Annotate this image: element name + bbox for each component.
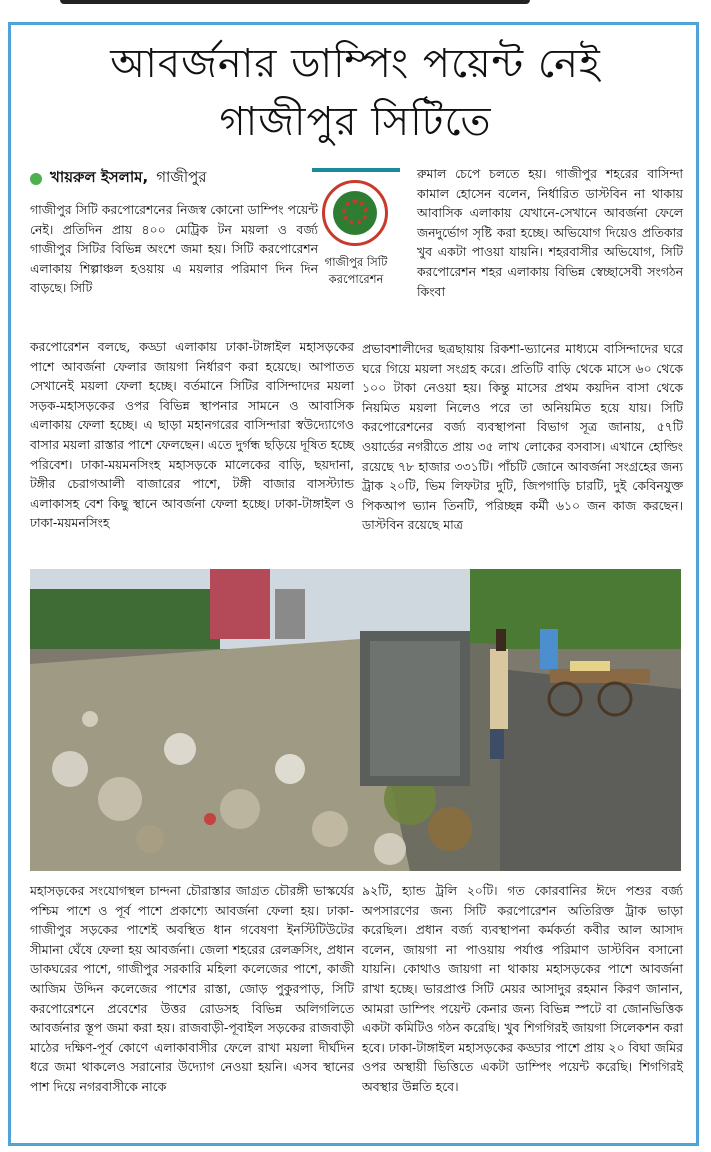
body-column-4 — [362, 881, 683, 1097]
headline-line-2: গাজীপুর সিটিতে — [219, 99, 492, 145]
logo-caption: গাজীপুর সিটি করপোরেশন — [324, 255, 388, 286]
garbage-dump-photo — [30, 569, 681, 871]
logo-rule — [312, 168, 400, 172]
top-rule — [60, 0, 530, 4]
paragraph: ৯২টি, হ্যান্ড ট্রলি ২০টি। গত কোরবানির ঈদে পশুর বর্জ্য অপসারণের জন্য সিটি করপোরেশন অতিরিক্ত ট্রাক ভাড়া করেছিল। প্রধান বর্জ্য ব্যবস্থাপনা কর্মকর্তা কবীর আল আসাদ বলেন, জায়গা না পাওয়ায় পর্যাপ্ত পরিমাণ ডাস্টবিন বসানো যায়নি। কোথাও জায়গা না থাকায় মহাসড়কের পাশে আবর্জনা রাখা হচ্ছে। ভারপ্রাপ্ত সিটি মেয়র আসাদুর রহমান কিরণ জানান, আমরা ডাম্পিং পয়েন্ট কেনার জন্য বিভিন্ন স্পটে বা জোনভিত্তিক একটা কমিটিও গঠন করেছি। খুব শিগগিরই জায়গা সিলেকশন করা হবে। ঢাকা-টাঙ্গাইল মহাসড়কের কড্ডার পাশে প্রায় ২০ বিঘা জমির ওপর অস্থায়ী ভিত্তিতে একটা ডাম্পিং পয়েন্ট করেছি। শিগগিরই অবস্থার উন্নতি হবে। — [362, 883, 683, 1094]
bullet-dot-icon — [30, 173, 42, 185]
body-column-1-top — [30, 200, 318, 298]
city-corporation-logo-icon — [322, 180, 388, 246]
byline-place: গাজীপুর — [156, 168, 207, 186]
paragraph: করপোরেশন বলছে, কড্ডা এলাকায় ঢাকা-টাঙ্গাইল মহাসড়কের পাশে আবর্জনা ফেলার জায়গা নির্ধারণ করা হয়েছে। আপাতত সেখানেই ময়লা ফেলা হচ্ছে। বর্তমানে সিটির বাসিন্দাদের ময়লা সড়ক-মহাসড়কের ওপর বিভিন্ন স্থাপনার সামনে ও আবাসিক এলাকায় ফেলা হচ্ছে। এ ছাড়া মহানগরের বাসিন্দারা স্বউদ্যোগেও বাসার ময়লা রাস্তার পাশে ফেলছেন। এতে দুর্গন্ধ ছড়িয়ে দূষিত হচ্ছে পরিবেশ। ঢাকা-ময়মনসিংহ মহাসড়কে মালেকের বাড়ি, ছয়দানা, টঙ্গীর চেরাগআলী বাজারের পাশে, টঙ্গী বাজার বাসস্ট্যান্ড এলাকাসহ বেশ কিছু স্থানে আবর্জনা ফেলা হচ্ছে। ঢাকা-টাঙ্গাইল ও ঢাকা-ময়মনসিংহ — [30, 339, 354, 531]
paragraph: মহাসড়কের সংযোগস্থল চান্দনা চৌরাস্তার জাগ্রত চৌরঙ্গী ভাস্কর্যের পশ্চিম পাশে ও পূর্ব পাশে প্রকাশ্যে আবর্জনা ফেলা হয়। ঢাকা-গাজীপুর সড়কের পাশেই অবস্থিত ধান গবেষণা ইনস্টিটিউটের সীমানা ঘেঁষে ফেলা হয় আবর্জনা। জেলা শহরের রেলক্রসিং, প্রধান ডাকঘরের পাশে, গাজীপুর সরকারি মহিলা কলেজের পাশে, কাজী আজিম উদ্দিন কলেজের পাশের রাস্তা, জোড় পুকুরপাড়, সিটি করপোরেশনে প্রবেশের উত্তর রোডসহ বিভিন্ন অলিগলিতে আবর্জনার স্তূপ জমা করা হয়। রাজবাড়ী-পূবাইল সড়কের রাজবাড়ী মাঠের দক্ষিণ-পূর্ব কোণে এলাকাবাসীর ফেলে রাখা ময়লা দীর্ঘদিন ধরে জমা থাকলেও সরানোর উদ্যোগ নেওয়া হয়নি। এসব স্থানের পাশ দিয়ে নগরবাসীকে নাকে — [30, 883, 354, 1094]
body-column-2-bottom — [362, 339, 683, 535]
paragraph: প্রভাবশালীদের ছত্রছায়ায় রিকশা-ভ্যানের মাধ্যমে বাসিন্দাদের ঘরে ঘরে গিয়ে ময়লা সংগ্রহ করে। প্রতিটি বাড়ি থেকে মাসে ৬০ থেকে ১০০ টাকা নেওয়া হয়। কিন্তু মাসের প্রথম কয়দিন বাসা থেকে নিয়মিত ময়লা নিলেও পরে তা অনিয়মিত হয়ে যায়। সিটি করপোরেশনের বর্জ্য ব্যবস্থাপনা বিভাগ সূত্র জানায়, ৫৭টি ওয়ার্ডের নগরীতে প্রায় ৩৫ লাখ লোকের বসবাস। এখানে হোল্ডিং রয়েছে ৭৮ হাজার ৩৩১টি। পাঁচটি জোনে আবর্জনা সংগ্রহের জন্য ট্রাক ২০টি, ভিম লিফটার দুটি, জিপগাড়ি চারটি, দুই কেবিনযুক্ত পিকআপ ভ্যান তিনটি, পরিচ্ছন্ন কর্মী ৬১০ জন কাজ করছেন। ডাস্টবিন রয়েছে মাত্র — [362, 341, 683, 533]
body-column-1-bottom — [30, 337, 354, 533]
body-column-2-top — [417, 164, 683, 301]
headline-line-1: আবর্জনার ডাম্পিং পয়েন্ট নেই — [110, 41, 601, 87]
paragraph: রুমাল চেপে চলতে হয়। গাজীপুর শহরের বাসিন্দা কামাল হোসেন বলেন, নির্ধারিত ডাস্টবিন না থাকায় আবাসিক এলাকায় যেখানে-সেখানে আবর্জনা ফেলে জনদুর্ভোগ সৃষ্টি করা হচ্ছে। অভিযোগ দিয়েও প্রতিকার খুব একটা পাওয়া যায়নি। শহরবাসীর অভিযোগ, সিটি করপোরেশন শহর এলাকায় বিভিন্ন স্বেচ্ছাসেবী সংগঠন কিংবা — [417, 166, 683, 299]
byline — [30, 166, 207, 191]
body-column-3 — [30, 881, 354, 1097]
gear-icon — [342, 199, 368, 225]
paragraph: গাজীপুর সিটি করপোরেশনের নিজস্ব কোনো ডাম্পিং পয়েন্ট নেই। প্রতিদিন প্রায় ৪০০ মেট্রিক টন ময়লা ও বর্জ্য গাজীপুর সিটির বিভিন্ন অংশে জমা হয়। সিটি করপোরেশন এলাকায় শিল্পাঞ্চল হওয়ায় এ ময়লার পরিমাণ দিন দিন বাড়ছে। সিটি — [30, 202, 318, 296]
author-name: খায়রুল ইসলাম, — [50, 168, 149, 186]
top-strip — [0, 0, 711, 10]
logo-box — [312, 168, 400, 294]
photo-illustration — [30, 569, 681, 871]
